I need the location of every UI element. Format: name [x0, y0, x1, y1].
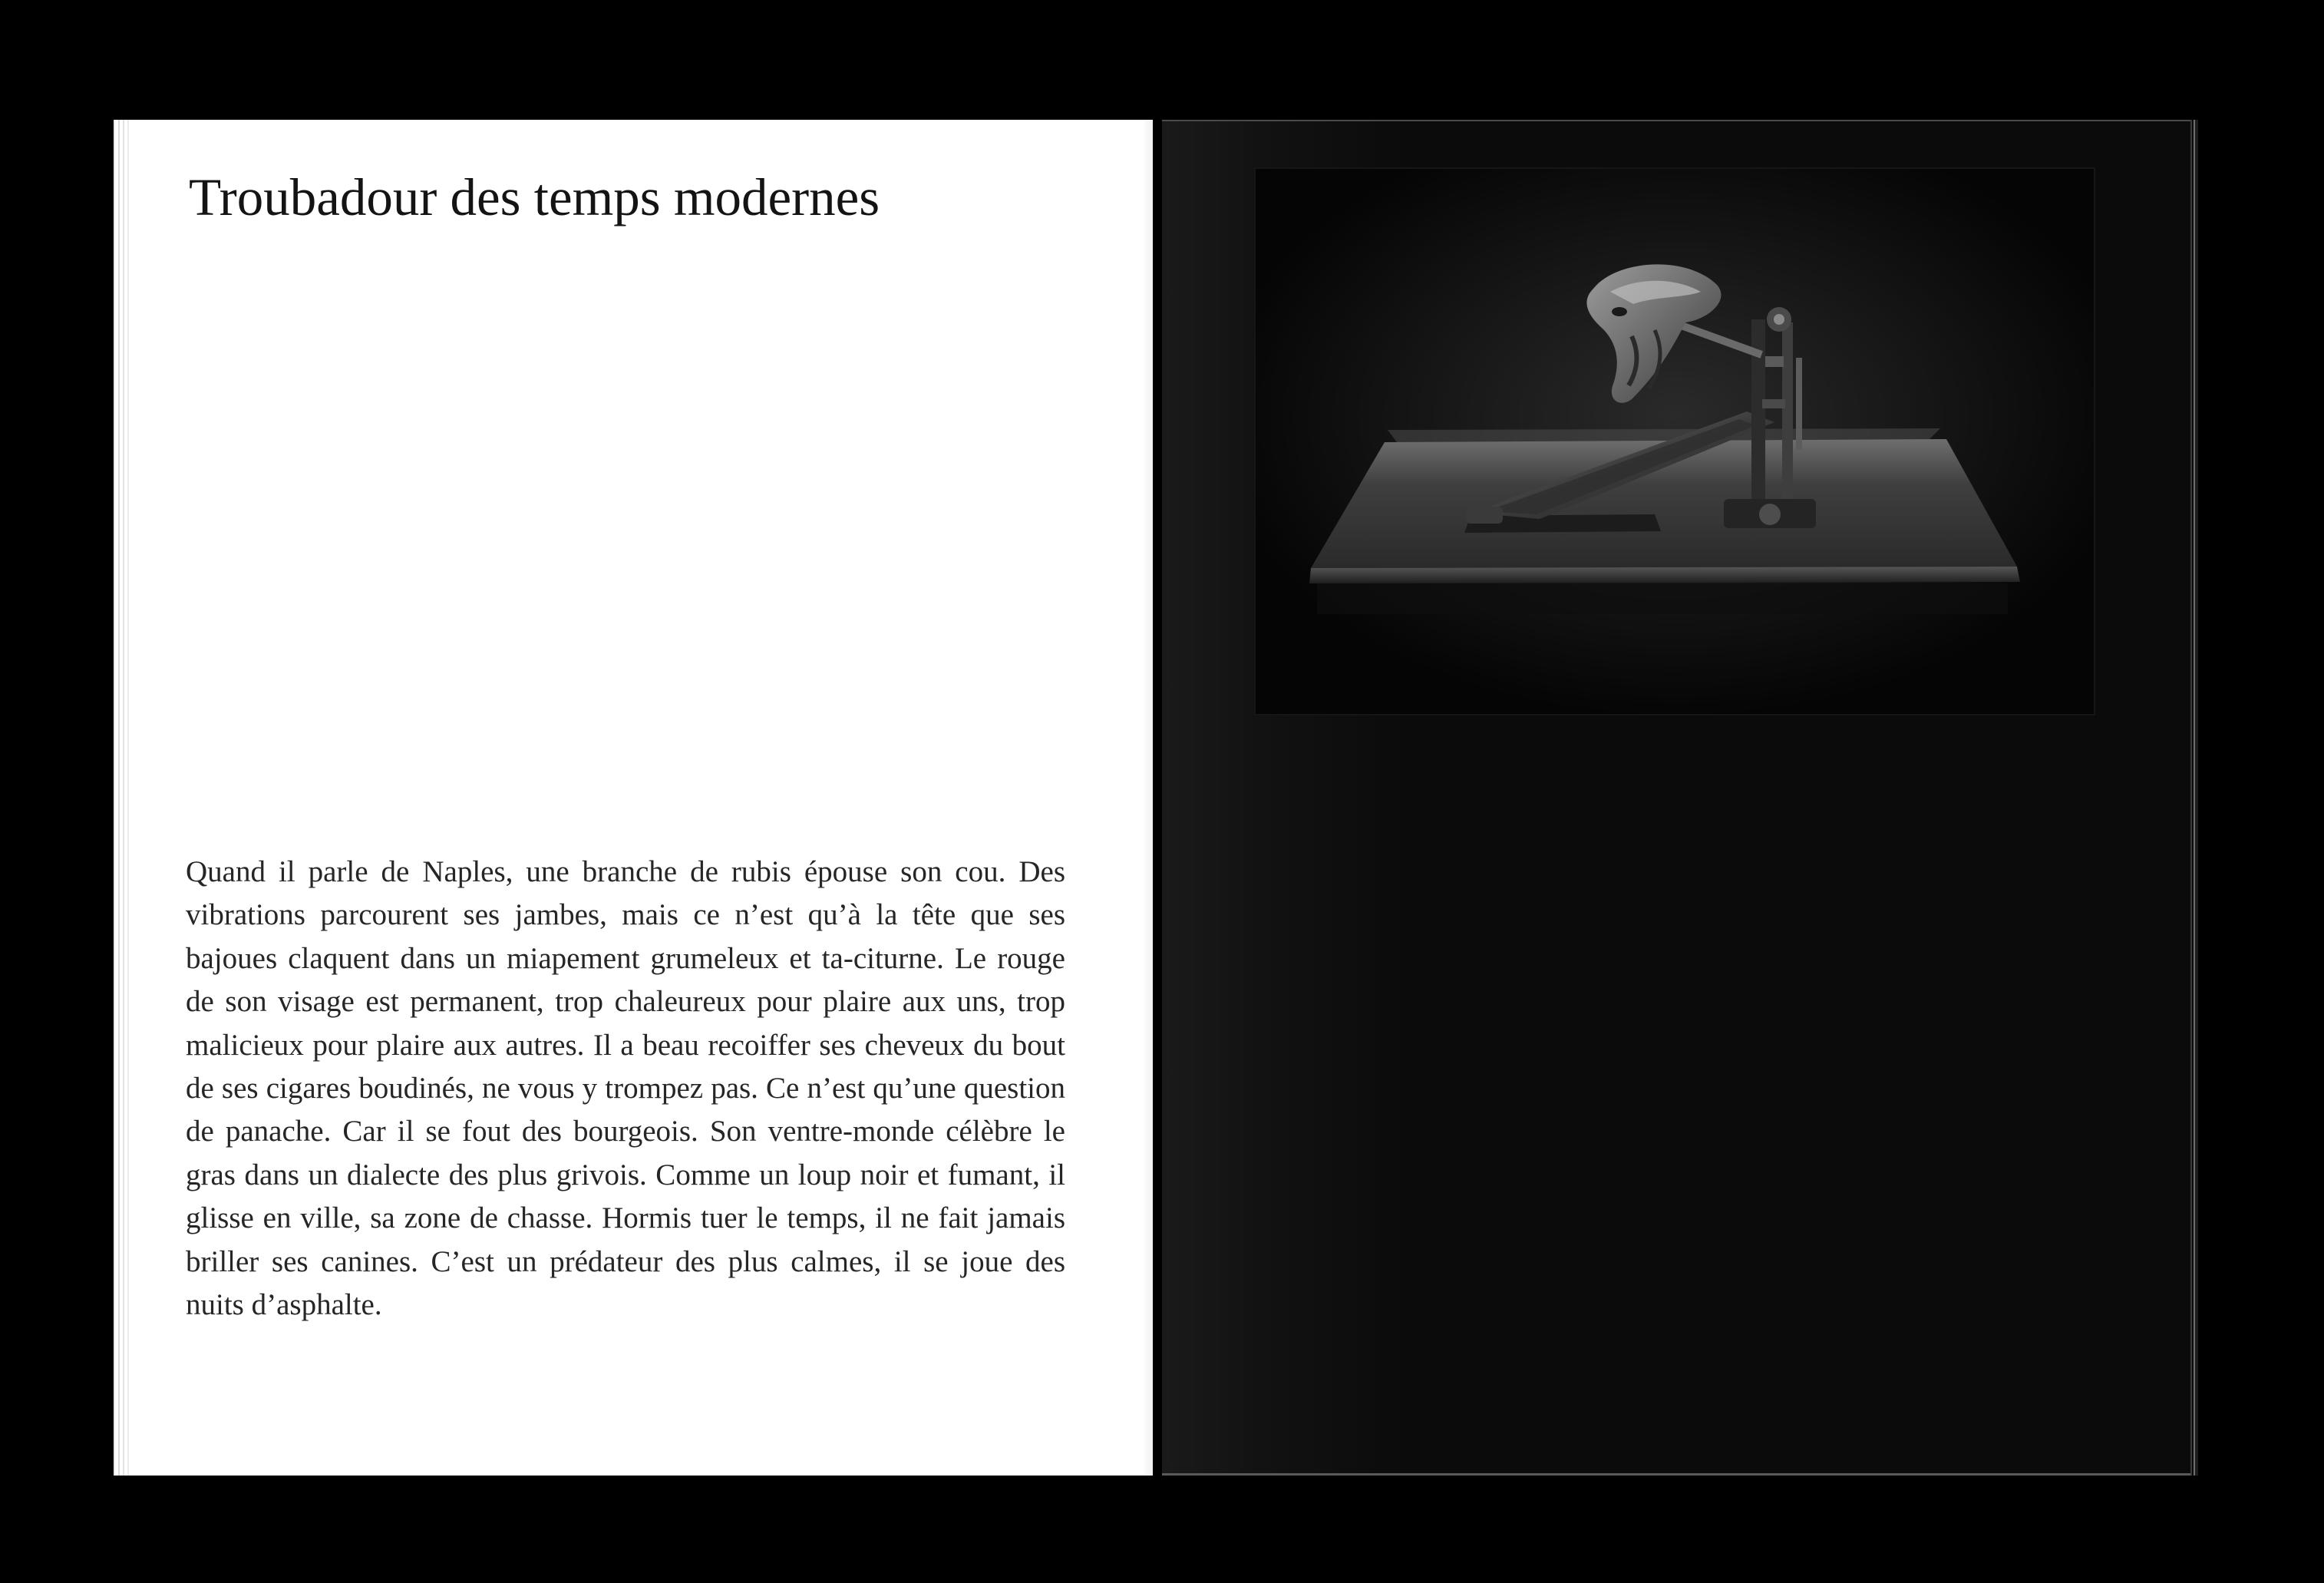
book-spread [114, 120, 2198, 1476]
page-title: Troubadour des temps modernes [189, 168, 880, 226]
left-page [114, 120, 1153, 1476]
drum-pedal-with-animal-head-icon [1256, 169, 2095, 715]
right-page [1162, 120, 2198, 1476]
bottom-edge [1162, 1473, 2198, 1476]
gutter-shadow [1142, 120, 1153, 1476]
page-edges [114, 120, 141, 1476]
body-paragraph: Quand il parle de Naples, une branche de rubis épouse son cou. Des vibrations parcourent ses jambes, mais ce n’est qu’à la tête que ses bajoues claquent dans un miapement grumeleux et ta-citurne. Le rouge de son visage est permanent, trop chaleureux pour plaire aux uns, trop malicieux pour plaire aux autres. Il a beau recoiffer ses cheveux du bout de ses cigares boudinés, ne vous y trompez pas. Ce n’est qu’une question de panache. Car il se fout des bourgeois. Son ventre-monde célèbre le gras dans un dialecte des plus grivois. Comme un loup noir et fumant, il glisse en ville, sa zone de chasse. Hormis tuer le temps, il ne fait jamais briller ses canines. C’est un prédateur des plus calmes, il se joue des nuits d’asphalte. [186, 855, 1065, 1322]
top-edge [1162, 120, 2198, 121]
photograph [1254, 167, 2095, 715]
page-edges [2190, 120, 2198, 1476]
